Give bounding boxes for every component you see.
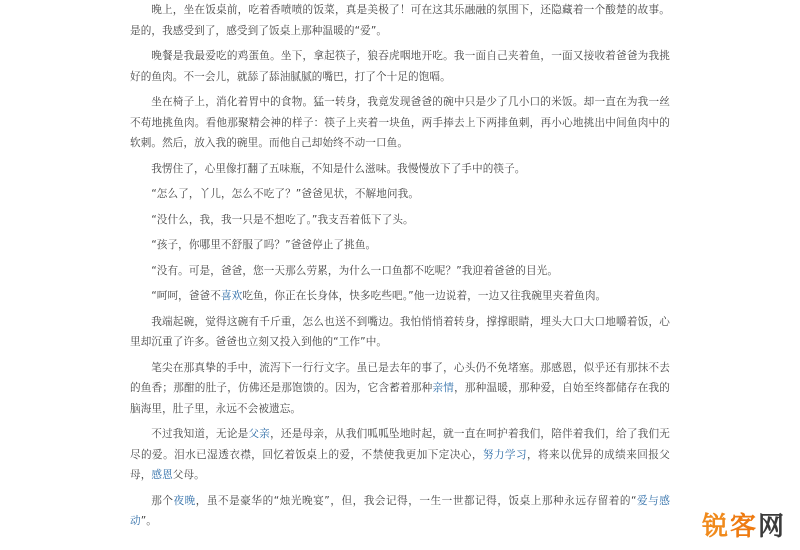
- paragraph-text: 坐在椅子上，消化着胃中的食物。猛一转身，我竟发现爸爸的碗中只是少了几小口的米饭。却一直在为我一丝不苟地挑鱼肉。看他那聚精会神的样子：筷子上夹着一块鱼，两手捧去上下两排鱼刺，再小心地挑出中间鱼肉中的软刺。然后，放入我的碗里。而他自己却始终不动一口鱼。: [130, 96, 670, 149]
- paragraph: [130, 261, 670, 282]
- paragraph-text: “呵呵，爸爸不: [151, 290, 221, 302]
- paragraph-text: 我愣住了，心里像打翻了五味瓶，不知是什么滋味。我慢慢放下了手中的筷子。: [151, 162, 526, 175]
- paragraph-text: 父母。: [172, 469, 205, 481]
- watermark-char-1: 锐: [701, 512, 728, 542]
- paragraph-text: 不过我知道，无论是: [151, 428, 249, 440]
- inline-link[interactable]: 爱与感动: [130, 494, 671, 527]
- paragraph: [130, 235, 670, 256]
- paragraph-text: 那个: [151, 494, 174, 507]
- paragraph: [130, 210, 670, 231]
- paragraph-text: ，那种温暖，那种爱，自始至终都储存在我的脑海里，肚子里，永远不会被遗忘。: [130, 382, 670, 415]
- inline-link[interactable]: 夜晚: [173, 494, 196, 507]
- paragraph: [130, 184, 670, 205]
- paragraph: [130, 424, 670, 486]
- paragraph: [130, 491, 670, 532]
- paragraph: [130, 312, 670, 353]
- paragraph-text: ”。: [140, 515, 157, 527]
- inline-link[interactable]: 感恩: [151, 469, 173, 481]
- paragraph: [130, 0, 670, 41]
- paragraph: [130, 46, 670, 87]
- paragraph-text: 吃鱼，你正在长身体，快多吃些吧。”他一边说着，一边又往我碗里夹着鱼肉。: [242, 290, 607, 302]
- inline-link[interactable]: 父亲: [248, 428, 271, 440]
- paragraph-text: ，还是母亲，从我们呱呱坠地时起，就一直在呵护着我们，陪伴着我们，给了我们无尽的爱。泪水已湿透衣襟，回忆着饭桌上的爱，不禁使我更加下定决心，: [130, 428, 670, 461]
- paragraph-text: 晚上，坐在饭桌前，吃着香喷喷的饭菜，真是美极了！可在这其乐融融的氛围下，还隐藏着一个酸楚的故事。是的，我感受到了，感受到了饭桌上那种温暖的“爱”。: [130, 4, 670, 37]
- paragraph-text: “怎么了，丫儿，怎么不吃了？”爸爸见状，不解地问我。: [151, 188, 420, 200]
- paragraph-text: “没什么，我，我一只是不想吃了。”我支吾着低下了头。: [151, 213, 414, 226]
- inline-link[interactable]: 喜欢: [220, 290, 243, 302]
- paragraph-text: ，将来以优异的成绩来回报父母，: [130, 448, 670, 481]
- paragraph: [130, 159, 670, 180]
- article-body: [130, 0, 670, 537]
- inline-link[interactable]: 亲情: [432, 382, 455, 394]
- paragraph: [130, 358, 670, 420]
- paragraph-text: 笔尖在那真挚的手中，流泻下一行行文字。虽已是去年的事了，心头仍不免堵塞。那感恩，似乎还有那抹不去的鱼香；那酣的肚子，仿佛还是那饱馈的。因为，它含蓄着那种: [130, 361, 670, 394]
- paragraph-text: “孩子，你哪里不舒服了吗？”爸爸停止了挑鱼。: [151, 239, 377, 251]
- paragraph-text: 晚餐是我最爱吃的鸡蛋鱼。坐下，拿起筷子，狼吞虎咽地开吃。我一面自己夹着鱼，一面又接收着爸爸为我挑好的鱼肉。不一会儿，就舔了舔油腻腻的嘴巴，打了个十足的饱嗝。: [130, 50, 670, 83]
- watermark-char-2: 客: [729, 512, 756, 542]
- inline-link[interactable]: 努力学习: [482, 448, 527, 461]
- paragraph-text: 我端起碗，觉得这碗有千斤重，怎么也送不到嘴边。我怕悄悄着转身，撑撑眼睛，埋头大口大口地嚼着饭，心里却沉重了许多。爸爸也立刻又投入到他的“工作”中。: [130, 315, 670, 348]
- paragraph-text: “没有。可是，爸爸，您一天那么劳累，为什么一口鱼都不吃呢？”我迎着爸爸的目光。: [151, 264, 559, 277]
- watermark-char-3: 网: [757, 512, 784, 542]
- site-watermark: [702, 512, 784, 542]
- paragraph: [130, 92, 670, 154]
- paragraph: [130, 286, 670, 307]
- paragraph-text: ，虽不是豪华的“烛光晚宴”，但，我会记得，一生一世都记得，饭桌上那种永远存留着的“: [195, 494, 637, 507]
